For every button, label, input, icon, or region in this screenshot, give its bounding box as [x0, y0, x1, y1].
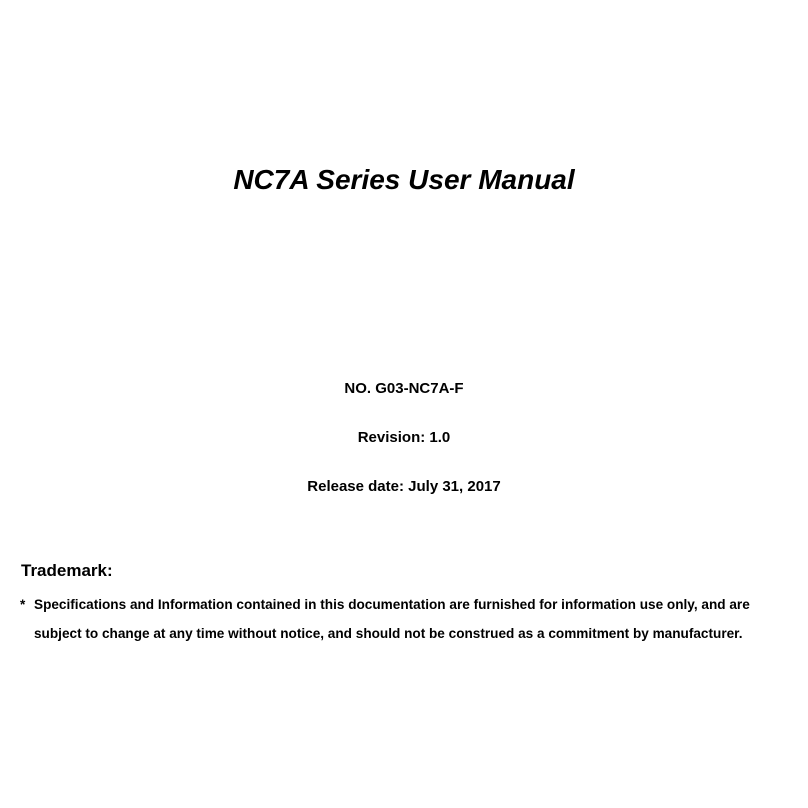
bullet-asterisk: *: [20, 597, 26, 612]
trademark-heading: Trademark:: [21, 561, 113, 580]
trademark-note-text: Specifications and Information contained in this documentation are furnished for information use only, and are subject to change at any time without notice, and should not be construed as a commitment by manufacturer.: [34, 597, 750, 641]
trademark-note: [20, 590, 800, 648]
revision-label: Revision: 1.0: [357, 429, 451, 446]
document-number: NO. G03-NC7A-F: [344, 380, 464, 397]
release-date: Release date: July 31, 2017: [307, 478, 501, 495]
manual-title: NC7A Series User Manual: [233, 164, 575, 195]
